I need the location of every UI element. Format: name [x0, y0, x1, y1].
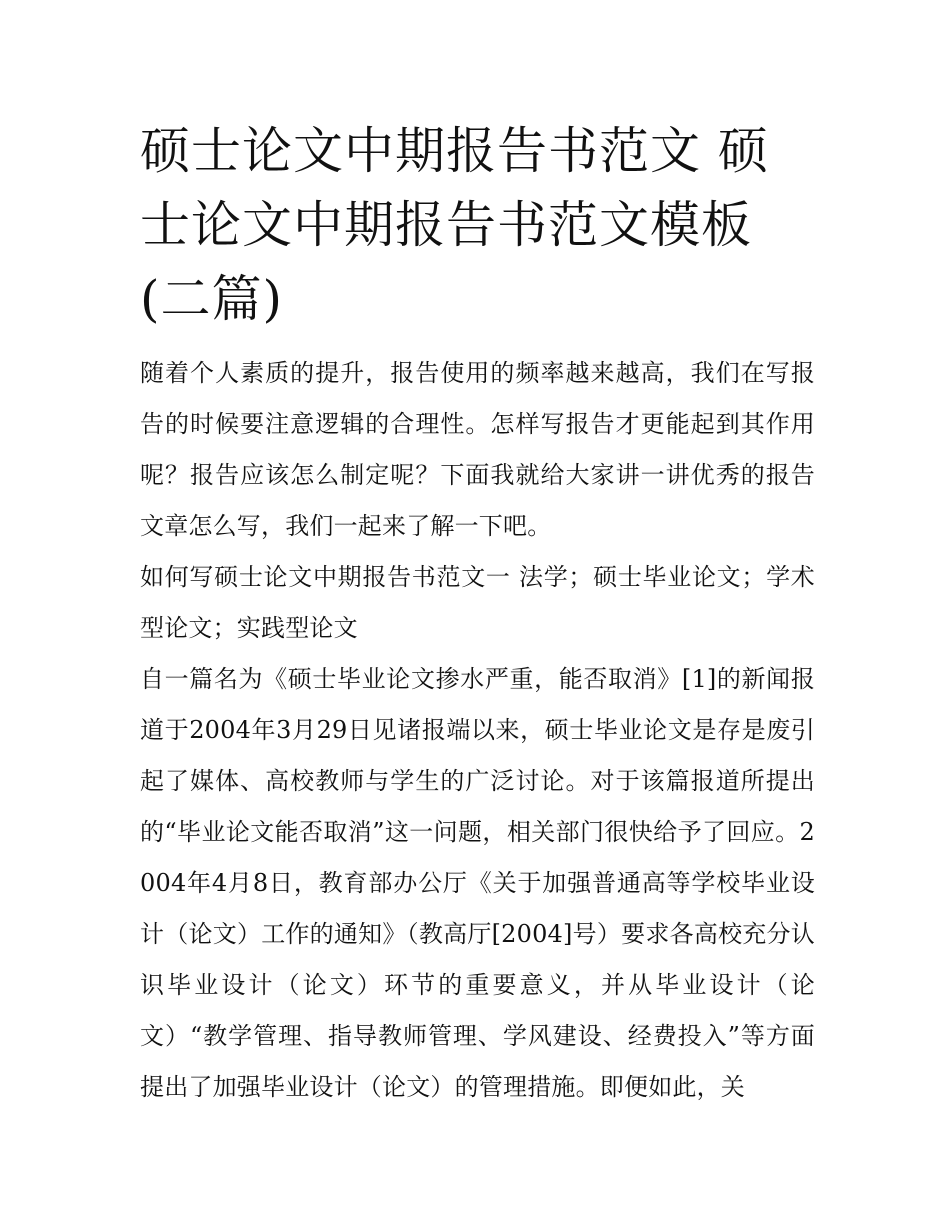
section-heading-paragraph: 如何写硕士论文中期报告书范文一 法学；硕士毕业论文；学术型论文；实践型论文 [140, 563, 815, 642]
document-body [140, 114, 815, 1113]
body-paragraph: 自一篇名为《硕士毕业论文掺水严重，能否取消》[1]的新闻报道于2004年3月29日见诸报端以来，硕士毕业论文是存是废引起了媒体、高校教师与学生的广泛讨论。对于该篇报道所提出的“毕业论文能否取消”这一问题，相关部门很快给予了回应。2004年4月8日，教育部办公厅《关于加强普通高等学校毕业设计（论文）工作的通知》（教高厅[2004]号）要求各高校充分认识毕业设计（论文）环节的重要意义，并从毕业设计（论文）“教学管理、指导教师管理、学风建设、经费投入”等方面提出了加强毕业设计（论文）的管理措施。即便如此，关 [140, 665, 815, 1101]
intro-paragraph: 随着个人素质的提升，报告使用的频率越来越高，我们在写报告的时候要注意逻辑的合理性。怎样写报告才更能起到其作用呢？报告应该怎么制定呢？下面我就给大家讲一讲优秀的报告文章怎么写，我们一起来了解一下吧。 [140, 359, 815, 540]
document-title: 硕士论文中期报告书范文 硕士论文中期报告书范文模板(二篇) [140, 122, 769, 328]
